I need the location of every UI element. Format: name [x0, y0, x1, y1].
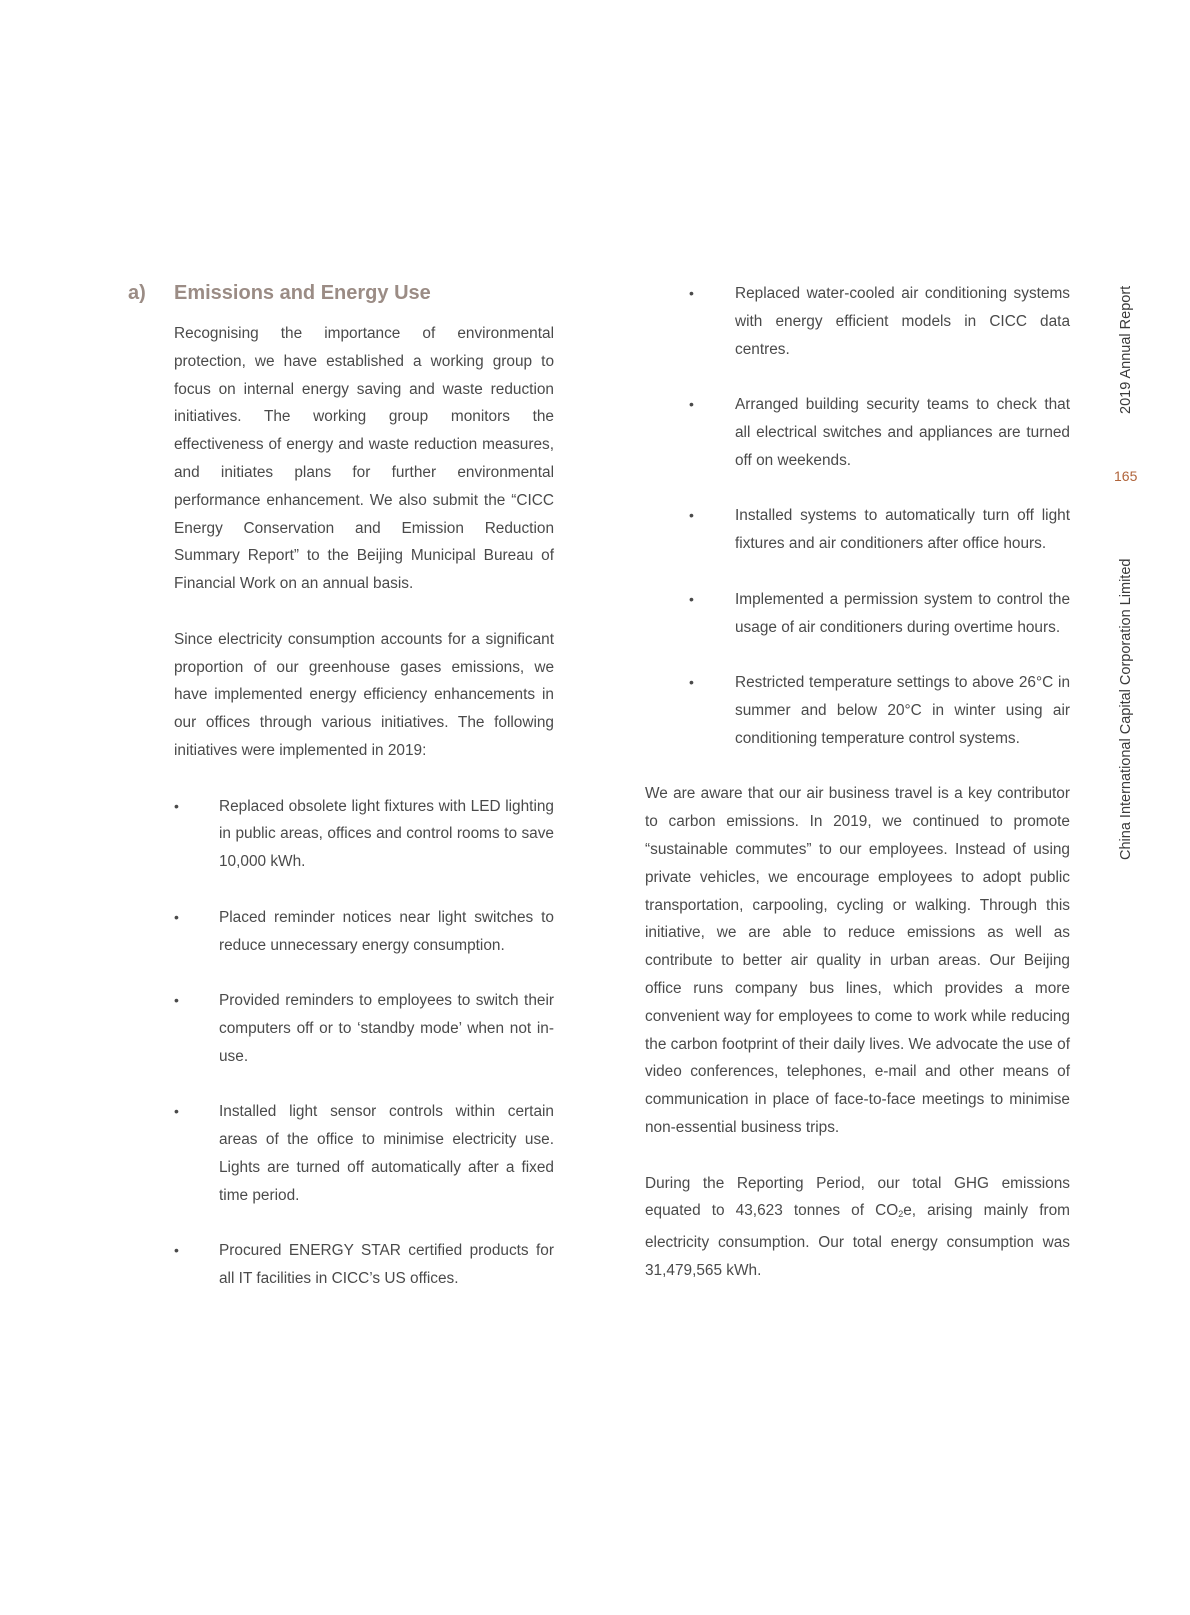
bullet-icon: • [689, 507, 694, 524]
bullet-icon: • [174, 992, 179, 1009]
intro-paragraph: Recognising the importance of environmental protection, we have established a working group to focus on internal energy saving and waste reduction initiatives. The working group monitors the effectiveness of energy and waste reduction measures, and initiates plans for further environmental performance enhancement. We also submit the “CICC Energy Conservation and Emission Reduction Summary Report” to the Beijing Municipal Bureau of Financial Work on an annual basis. [174, 325, 554, 593]
section-letter: a) [128, 282, 146, 304]
list-item [174, 1098, 554, 1209]
bullet-icon: • [174, 1242, 179, 1259]
right-column [645, 280, 1070, 1285]
company-name: China International Capital Corporation Limited [1118, 558, 1134, 860]
list-item-text: Procured ENERGY STAR certified products for all IT facilities in CICC’s US offices. [219, 1242, 554, 1288]
bullet-icon: • [174, 797, 179, 814]
electricity-paragraph: Since electricity consumption accounts for a significant proportion of our greenhouse gases emissions, we have implemented energy efficiency enhancements in our offices through various initiatives. The following initiatives were implemented in 2019: [174, 630, 554, 759]
list-item [174, 1237, 554, 1293]
list-item-text: Placed reminder notices near light switches to reduce unnecessary energy consumption. [219, 908, 554, 954]
initiatives-list-right [645, 280, 1070, 753]
ghg-emissions-paragraph [645, 1170, 1070, 1285]
list-item [174, 987, 554, 1070]
business-travel-paragraph: We are aware that our air business travel is a key contributor to carbon emissions. In 2019, we continued to promote “sustainable commutes” to our employees. Instead of using private vehicles, we encourage employees to adopt public transportation, carpooling, cycling or walking. Through this initiative, we are able to reduce emissions as well as contribute to better air quality in urban areas. Our Beijing office runs company bus lines, which provides a more convenient way for employees to come to work while reducing the carbon footprint of their daily lives. We advocate the use of video conferences, telephones, e-mail and other means of communication in place of face-to-face meetings to minimise non-essential business trips. [645, 785, 1070, 1136]
bullet-icon: • [174, 1103, 179, 1120]
list-item [645, 586, 1070, 642]
initiatives-list-left [174, 793, 554, 1293]
list-item [645, 280, 1070, 363]
list-item-text: Replaced water-cooled air conditioning systems with energy efficient models in CICC data centres. [735, 285, 1070, 358]
left-column [174, 320, 554, 1321]
list-item-text: Replaced obsolete light fixtures with LED lighting in public areas, offices and control rooms to save 10,000 kWh. [219, 797, 554, 871]
bullet-icon: • [689, 674, 694, 691]
list-item-text: Restricted temperature settings to above 26°C in summer and below 20°C in winter using air conditioning temperature control systems. [735, 674, 1070, 747]
bullet-icon: • [689, 396, 694, 413]
list-item [645, 502, 1070, 558]
list-item-text: Provided reminders to employees to switch their computers off or to ‘standby mode’ when not in-use. [219, 992, 554, 1065]
list-item-text: Installed systems to automatically turn off light fixtures and air conditioners after office hours. [735, 507, 1070, 553]
page-number: 165 [1114, 468, 1138, 484]
bullet-icon: • [174, 908, 179, 925]
list-item [645, 669, 1070, 752]
list-item-text: Installed light sensor controls within certain areas of the office to minimise electricity use. Lights are turned off automatically after a fixed time period. [219, 1103, 554, 1204]
co2-subscript: 2 [898, 1209, 904, 1220]
list-item [174, 904, 554, 960]
bullet-icon: • [689, 285, 694, 301]
list-item-text: Arranged building security teams to check that all electrical switches and appliances are turned off on weekends. [735, 396, 1070, 469]
ghg-text-end: e, arising mainly from electricity consumption. Our total energy consumption was 31,479,565 kWh. [645, 1202, 1070, 1279]
list-item [174, 793, 554, 876]
list-item [645, 391, 1070, 474]
ghg-text-start: During the Reporting Period, our total GHG emissions equated to 43,623 tonnes of CO [645, 1174, 1070, 1220]
list-item-text: Implemented a permission system to control the usage of air conditioners during overtime hours. [735, 590, 1070, 636]
section-title: Emissions and Energy Use [174, 282, 431, 304]
report-title: 2019 Annual Report [1118, 285, 1134, 414]
bullet-icon: • [689, 590, 694, 607]
